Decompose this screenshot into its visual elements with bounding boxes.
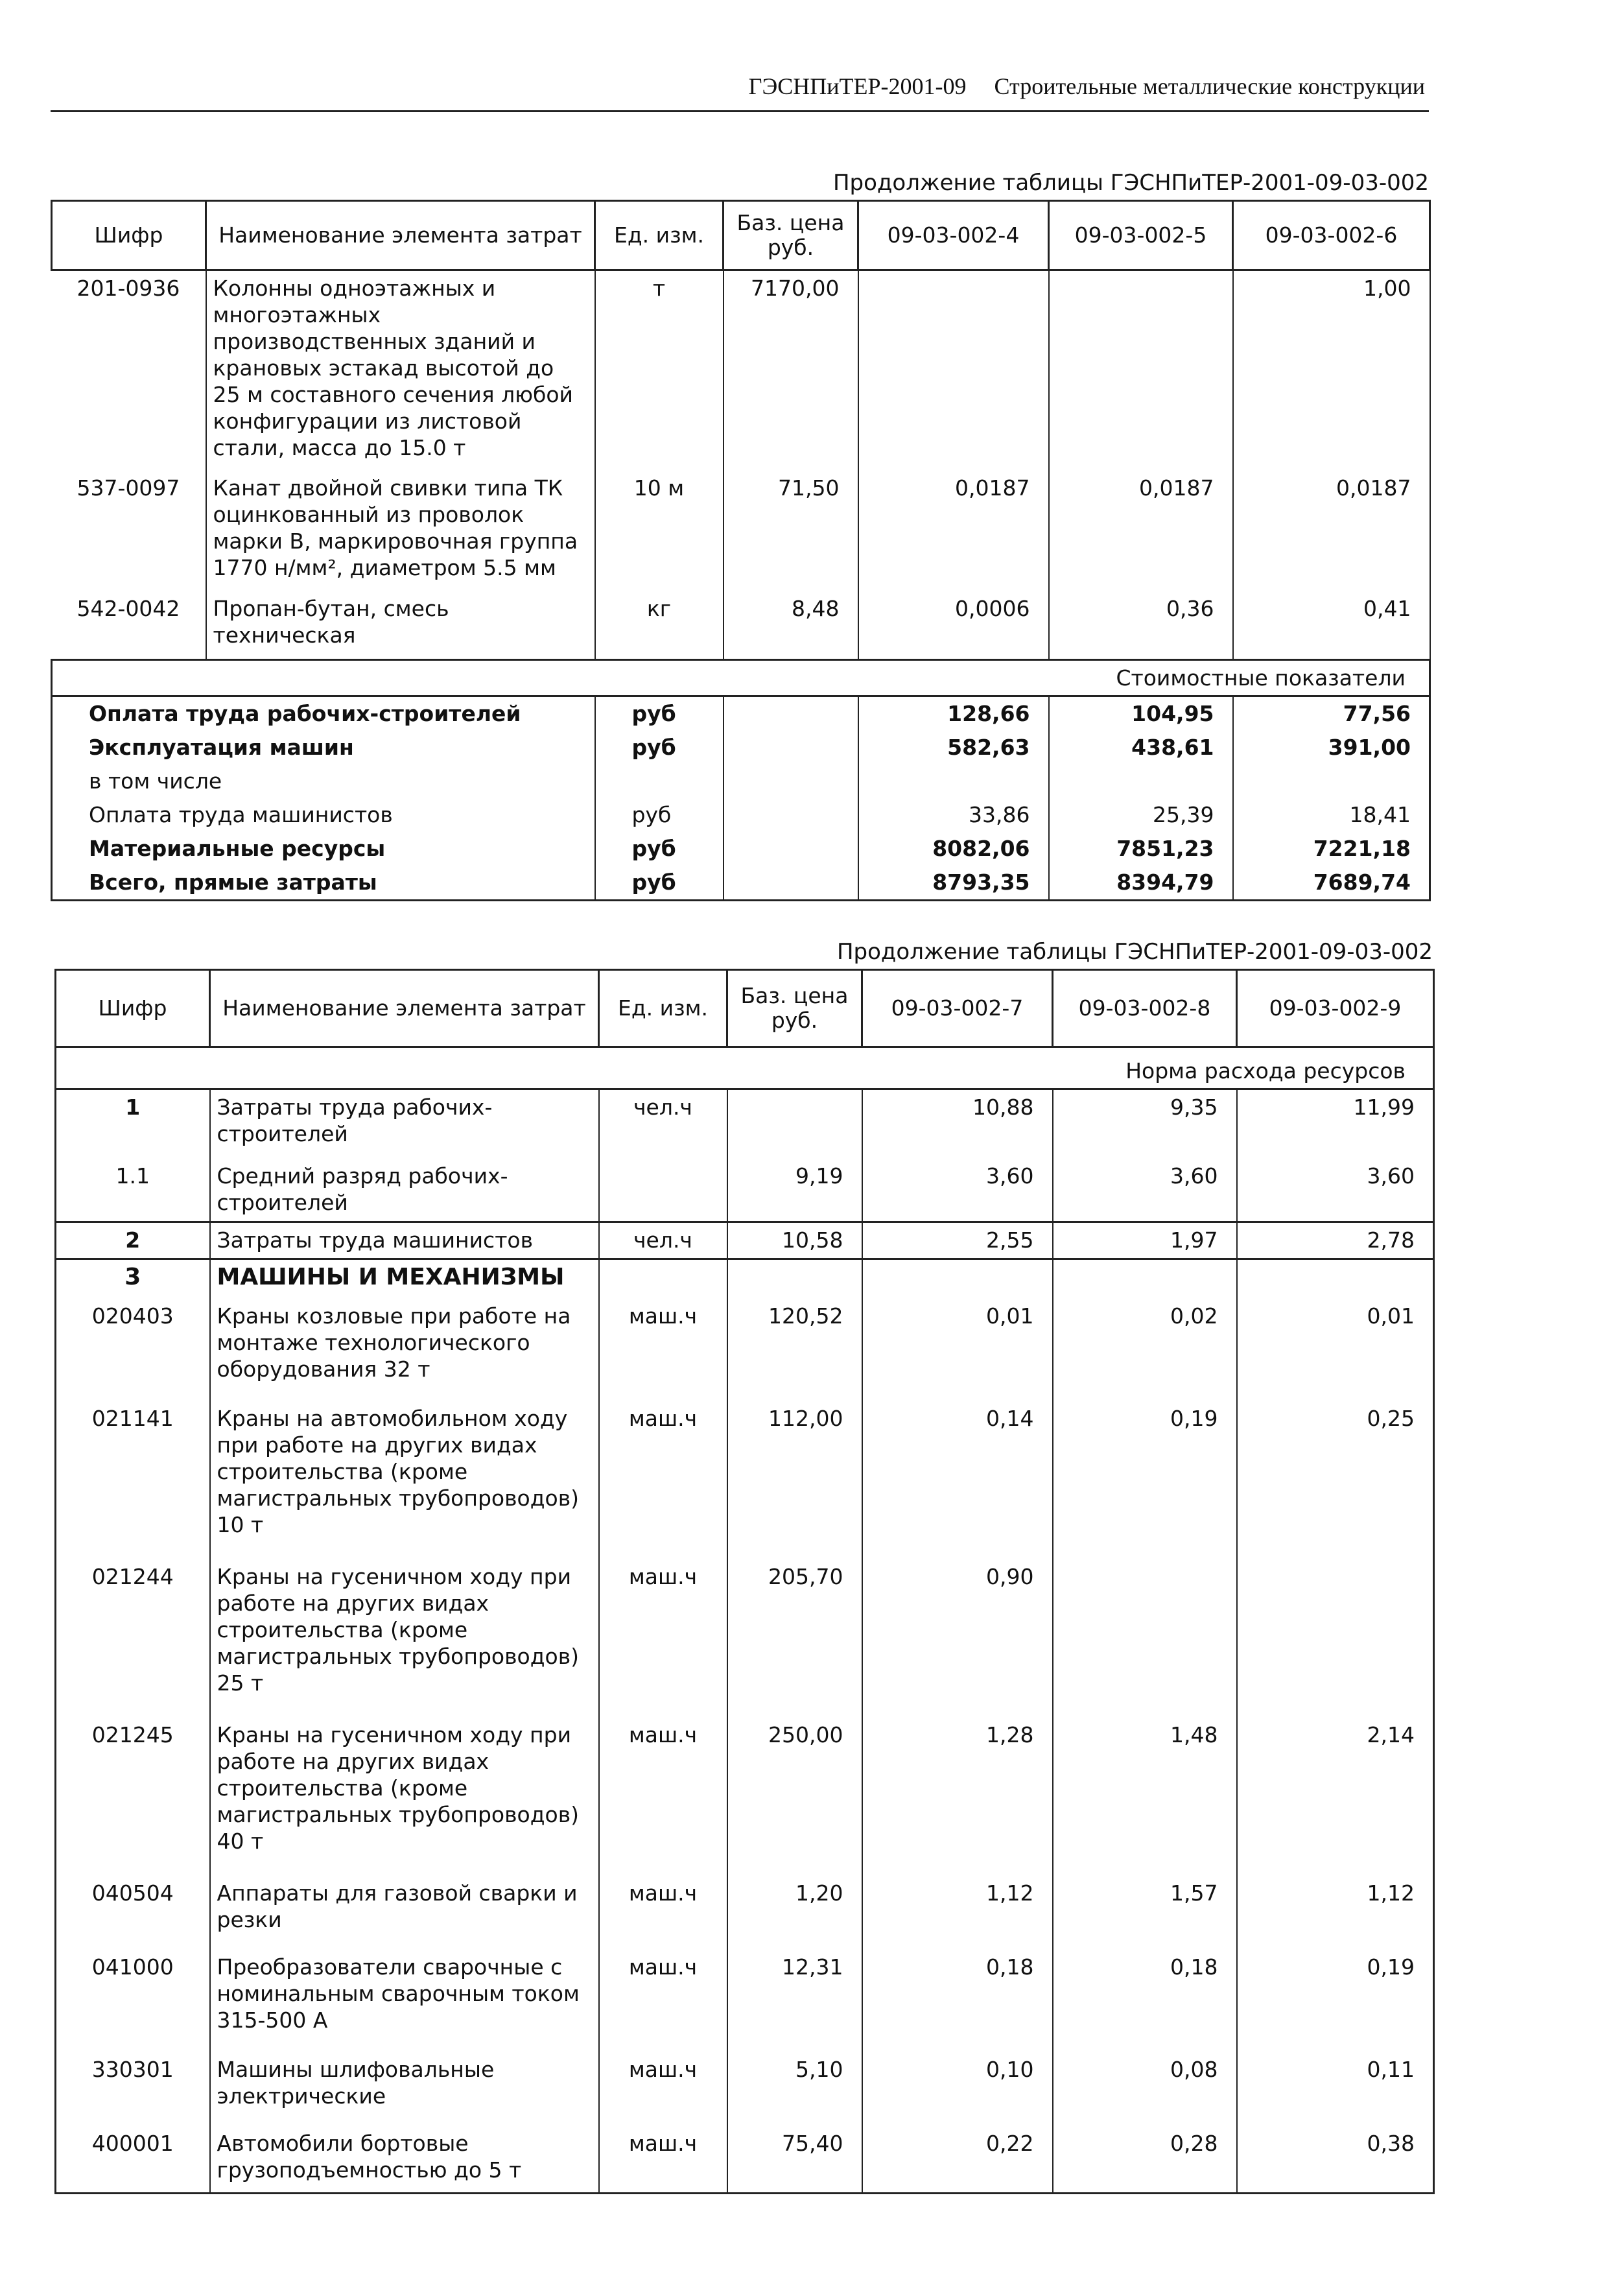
row-value-6: 0,0187: [1233, 471, 1430, 591]
summary-unit: руб: [595, 798, 724, 832]
table-row: [56, 2052, 1434, 2126]
column-header-norm-7: 09-03-002-7: [862, 970, 1053, 1047]
row-unit: чел.ч: [599, 1222, 727, 1259]
table1-caption: Продолжение таблицы ГЭСНПиТЕР-2001-09-03-002: [832, 170, 1429, 196]
resource-table-1: [51, 200, 1431, 901]
row-value-9: 3,60: [1237, 1159, 1434, 1222]
row-price: 205,70: [727, 1559, 862, 1718]
row-unit: [599, 1159, 727, 1222]
row-unit: маш.ч: [599, 1401, 727, 1559]
summary-unit: [595, 764, 724, 798]
summary-row: [52, 832, 1430, 866]
row-value-6: 0,41: [1233, 591, 1430, 660]
row-code: 021141: [56, 1401, 210, 1559]
header-rule: [51, 110, 1429, 112]
running-header: [51, 73, 1425, 100]
column-header-norm-4: 09-03-002-4: [858, 201, 1049, 270]
column-header-norm-6: 09-03-002-6: [1233, 201, 1430, 270]
empty-cell: [862, 1259, 1053, 1299]
summary-empty: [724, 764, 858, 798]
column-header-price: Баз. цена руб.: [724, 201, 858, 270]
row-name: Затраты труда машинистов: [210, 1222, 599, 1259]
row-value-8: 1,97: [1053, 1222, 1237, 1259]
row-value-8: 1,48: [1053, 1718, 1237, 1876]
summary-unit: руб: [595, 866, 724, 901]
row-price: 9,19: [727, 1159, 862, 1222]
row-name: Автомобили бортовые грузоподъемностью до 5 т: [210, 2126, 599, 2194]
row-value-7: 0,10: [862, 2052, 1053, 2126]
summary-row: [52, 696, 1430, 731]
column-header-code: Шифр: [56, 970, 210, 1047]
row-value-9: 0,19: [1237, 1950, 1434, 2052]
row-unit: 10 м: [595, 471, 724, 591]
row-price: 120,52: [727, 1299, 862, 1401]
row-unit: маш.ч: [599, 1299, 727, 1401]
row-value-8: 0,08: [1053, 2052, 1237, 2126]
row-code: 330301: [56, 2052, 210, 2126]
summary-label: Оплата труда машинистов: [52, 798, 595, 832]
row-name: Преобразователи сварочные с номинальным сварочным током 315-500 А: [210, 1950, 599, 2052]
row-value-9: 11,99: [1237, 1089, 1434, 1159]
row-price: 71,50: [724, 471, 858, 591]
row-name: Канат двойной свивки типа ТК оцинкованный из проволок марки В, маркировочная группа 1770 н/мм², диаметром 5.5 мм: [206, 471, 595, 591]
row-code: 400001: [56, 2126, 210, 2194]
row-value-8: 0,19: [1053, 1401, 1237, 1559]
table-row: [52, 591, 1430, 660]
summary-value-4: 33,86: [858, 798, 1049, 832]
row-name: Пропан-бутан, смесь техническая: [206, 591, 595, 660]
table1-summary-rows: [52, 696, 1430, 901]
row-value-8: 0,18: [1053, 1950, 1237, 2052]
summary-value-6: 391,00: [1233, 731, 1430, 764]
row-value-8: 0,28: [1053, 2126, 1237, 2194]
row-value-8: 3,60: [1053, 1159, 1237, 1222]
section-row: [56, 1047, 1434, 1089]
row-price: 5,10: [727, 2052, 862, 2126]
summary-label: Оплата труда рабочих-строителей: [52, 696, 595, 731]
column-header-unit: Ед. изм.: [599, 970, 727, 1047]
row-value-8: 1,57: [1053, 1876, 1237, 1950]
row-name: Краны на гусеничном ходу при работе на других видах строительства (кроме магистральных трубопроводов) 40 т: [210, 1718, 599, 1876]
row-value-9: 0,11: [1237, 2052, 1434, 2126]
row-code: 020403: [56, 1299, 210, 1401]
row-value-7: 0,18: [862, 1950, 1053, 2052]
row-name: Аппараты для газовой сварки и резки: [210, 1876, 599, 1950]
row-value-9: 2,14: [1237, 1718, 1434, 1876]
summary-empty: [724, 798, 858, 832]
row-value-4: 0,0006: [858, 591, 1049, 660]
row-name: Краны козловые при работе на монтаже технологического оборудования 32 т: [210, 1299, 599, 1401]
summary-value-6: 7221,18: [1233, 832, 1430, 866]
summary-value-4: 8793,35: [858, 866, 1049, 901]
row-price: 1,20: [727, 1876, 862, 1950]
row-name: Затраты труда рабочих-строителей: [210, 1089, 599, 1159]
row-value-9: 1,12: [1237, 1876, 1434, 1950]
row-unit: чел.ч: [599, 1089, 727, 1159]
row-code: 537-0097: [76, 475, 180, 501]
row-unit: маш.ч: [599, 2052, 727, 2126]
row-value-7: 1,28: [862, 1718, 1053, 1876]
summary-value-5: 104,95: [1049, 696, 1233, 731]
empty-cell: [1053, 1259, 1237, 1299]
row-unit: маш.ч: [599, 1718, 727, 1876]
table-row: [56, 1159, 1434, 1222]
summary-value-5: 438,61: [1049, 731, 1233, 764]
row-value-7: 2,55: [862, 1222, 1053, 1259]
summary-label: Материальные ресурсы: [52, 832, 595, 866]
table-row: [52, 471, 1430, 591]
row-value-4: 0,0187: [858, 471, 1049, 591]
summary-row: [52, 731, 1430, 764]
row-code: 021245: [56, 1718, 210, 1876]
table-row: [56, 1876, 1434, 1950]
summary-value-4: 8082,06: [858, 832, 1049, 866]
summary-unit: руб: [595, 832, 724, 866]
summary-value-6: 18,41: [1233, 798, 1430, 832]
summary-value-4: [858, 764, 1049, 798]
summary-empty: [724, 832, 858, 866]
summary-value-5: 8394,79: [1049, 866, 1233, 901]
row-code: 2: [56, 1222, 210, 1259]
row-value-7: 1,12: [862, 1876, 1053, 1950]
summary-value-5: 25,39: [1049, 798, 1233, 832]
table1-material-rows: [52, 270, 1430, 696]
document-code: ГЭСНПиТЕР-2001-09: [748, 73, 967, 99]
table-row: [56, 1718, 1434, 1876]
section-title: Стоимостные показатели: [52, 660, 1430, 696]
summary-unit: руб: [595, 731, 724, 764]
section-row: [52, 660, 1430, 696]
section-name: МАШИНЫ И МЕХАНИЗМЫ: [210, 1259, 599, 1299]
row-value-7: 0,01: [862, 1299, 1053, 1401]
summary-label: в том числе: [52, 764, 595, 798]
row-name: Средний разряд рабочих-строителей: [210, 1159, 599, 1222]
row-value-9: 2,78: [1237, 1222, 1434, 1259]
row-code: 041000: [56, 1950, 210, 2052]
row-name: Краны на гусеничном ходу при работе на других видах строительства (кроме магистральных трубопроводов) 25 т: [210, 1559, 599, 1718]
row-value-5: 0,0187: [1049, 471, 1233, 591]
column-header-norm-8: 09-03-002-8: [1053, 970, 1237, 1047]
row-value-4: [858, 270, 1049, 471]
empty-cell: [599, 1259, 727, 1299]
row-price: [727, 1089, 862, 1159]
summary-empty: [724, 696, 858, 731]
row-value-7: 0,14: [862, 1401, 1053, 1559]
table-row: [56, 1950, 1434, 2052]
row-value-6: 1,00: [1233, 270, 1430, 471]
column-header-price: Баз. цена руб.: [727, 970, 862, 1047]
column-header-norm-9: 09-03-002-9: [1237, 970, 1434, 1047]
table2-caption: Продолжение таблицы ГЭСНПиТЕР-2001-09-03-002: [836, 939, 1433, 965]
summary-value-5: [1049, 764, 1233, 798]
row-value-7: 3,60: [862, 1159, 1053, 1222]
row-price: 250,00: [727, 1718, 862, 1876]
column-header-name: Наименование элемента затрат: [210, 970, 599, 1047]
row-value-7: 0,22: [862, 2126, 1053, 2194]
summary-value-6: [1233, 764, 1430, 798]
row-code: 021244: [56, 1559, 210, 1718]
row-code: 1.1: [56, 1159, 210, 1222]
table1-header-row: [52, 201, 1430, 270]
row-unit: маш.ч: [599, 1876, 727, 1950]
row-unit: маш.ч: [599, 1950, 727, 2052]
column-header-unit: Ед. изм.: [595, 201, 724, 270]
row-name: Краны на автомобильном ходу при работе на других видах строительства (кроме магистральных трубопроводов) 10 т: [210, 1401, 599, 1559]
row-value-9: 0,25: [1237, 1401, 1434, 1559]
row-code: 201-0936: [76, 276, 180, 301]
row-unit: кг: [595, 591, 724, 660]
row-unit: маш.ч: [599, 1559, 727, 1718]
row-name: Машины шлифовальные электрические: [210, 2052, 599, 2126]
table-row: [52, 270, 1430, 471]
summary-unit: руб: [595, 696, 724, 731]
summary-empty: [724, 731, 858, 764]
summary-empty: [724, 866, 858, 901]
row-value-9: 0,01: [1237, 1299, 1434, 1401]
row-price: 75,40: [727, 2126, 862, 2194]
summary-value-6: 7689,74: [1233, 866, 1430, 901]
row-value-7: 0,90: [862, 1559, 1053, 1718]
empty-cell: [727, 1259, 862, 1299]
column-header-name: Наименование элемента затрат: [206, 201, 595, 270]
row-value-8: [1053, 1559, 1237, 1718]
table-row: [56, 1222, 1434, 1259]
row-code: 1: [56, 1089, 210, 1159]
table2-body: [56, 1047, 1434, 1299]
row-price: 12,31: [727, 1950, 862, 2052]
table2-machine-rows: [56, 1299, 1434, 2194]
row-code: 3: [56, 1259, 210, 1299]
row-value-8: 0,02: [1053, 1299, 1237, 1401]
row-value-5: 0,36: [1049, 591, 1233, 660]
table-row: [56, 2126, 1434, 2194]
table-row: [56, 1299, 1434, 1401]
summary-value-6: 77,56: [1233, 696, 1430, 731]
summary-value-4: 128,66: [858, 696, 1049, 731]
row-price: 10,58: [727, 1222, 862, 1259]
document-title: Строительные металлические конструкции: [994, 73, 1425, 99]
summary-row: [52, 798, 1430, 832]
row-code: 040504: [56, 1876, 210, 1950]
section-title: Норма расхода ресурсов: [56, 1047, 1434, 1089]
summary-value-5: 7851,23: [1049, 832, 1233, 866]
table-row: [56, 1559, 1434, 1718]
row-value-9: 0,38: [1237, 2126, 1434, 2194]
row-name: Колонны одноэтажных и многоэтажных производственных зданий и крановых эстакад высотой до 25 м составного сечения любой конфигурации из листовой стали, масса до 15.0 т: [206, 270, 595, 471]
summary-label: Эксплуатация машин: [52, 731, 595, 764]
resource-table-2: [54, 969, 1435, 2194]
summary-row: [52, 866, 1430, 901]
row-unit: маш.ч: [599, 2126, 727, 2194]
row-value-7: 10,88: [862, 1089, 1053, 1159]
row-code: 542-0042: [76, 596, 180, 621]
row-price: 7170,00: [724, 270, 858, 471]
row-value-9: [1237, 1559, 1434, 1718]
machines-section-row: [56, 1259, 1434, 1299]
table-row: [56, 1401, 1434, 1559]
column-header-code: Шифр: [52, 201, 206, 270]
table2-header-row: [56, 970, 1434, 1047]
empty-cell: [1237, 1259, 1434, 1299]
summary-value-4: 582,63: [858, 731, 1049, 764]
table-row: [56, 1089, 1434, 1159]
row-value-5: [1049, 270, 1233, 471]
row-price: 8,48: [724, 591, 858, 660]
row-unit: т: [595, 270, 724, 471]
summary-label: Всего, прямые затраты: [52, 866, 595, 901]
summary-row: [52, 764, 1430, 798]
column-header-norm-5: 09-03-002-5: [1049, 201, 1233, 270]
row-price: 112,00: [727, 1401, 862, 1559]
row-value-8: 9,35: [1053, 1089, 1237, 1159]
